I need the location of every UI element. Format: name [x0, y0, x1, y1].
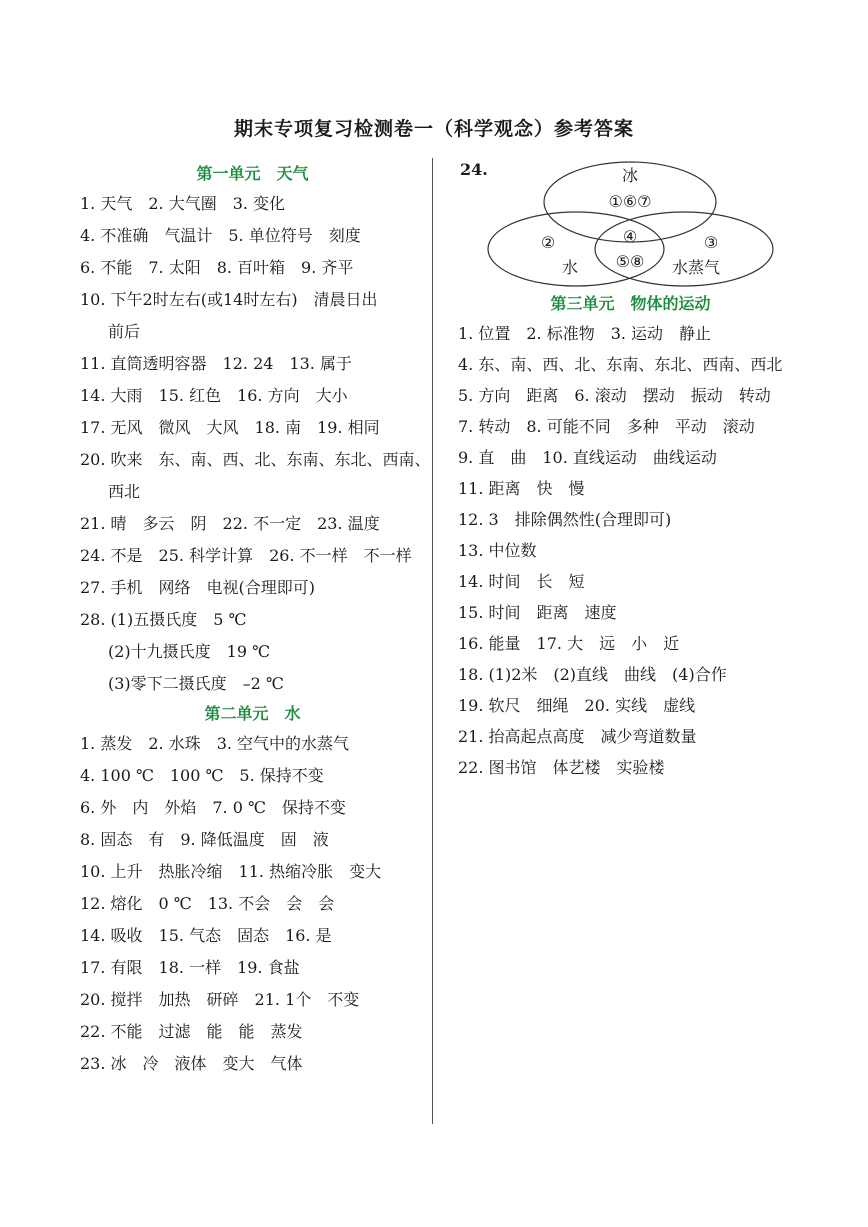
question-24-label: 24. — [460, 160, 488, 179]
answer-line: 18. (1)2米 (2)直线 曲线 (4)合作 — [458, 665, 727, 684]
answer-line: 5. 方向 距离 6. 滚动 摆动 振动 转动 — [458, 386, 771, 405]
answer-line: 27. 手机 网络 电视(合理即可) — [80, 578, 316, 597]
unit3-title: 第三单元 物体的运动 — [550, 294, 711, 313]
answer-line: 11. 距离 快 慢 — [458, 479, 585, 498]
water-vapor-items: ⑤⑧ — [615, 252, 645, 271]
answer-line: 1. 蒸发 2. 水珠 3. 空气中的水蒸气 — [80, 734, 350, 753]
answer-line: 8. 固态 有 9. 降低温度 固 液 — [80, 830, 329, 849]
answer-line: 17. 有限 18. 一样 19. 食盐 — [80, 958, 300, 977]
ice-items: ①⑥⑦ — [608, 192, 652, 211]
answer-line: 4. 不准确 气温计 5. 单位符号 刻度 — [80, 226, 361, 245]
answer-line: 22. 不能 过滤 能 能 蒸发 — [80, 1022, 303, 1041]
answer-line: 20. 吹来 东、南、西、北、东南、东北、西南、 — [80, 450, 431, 469]
venn-diagram — [458, 160, 778, 290]
answer-line: 前后 — [108, 322, 141, 341]
venn-svg — [458, 160, 778, 290]
answer-line: 13. 中位数 — [458, 541, 537, 560]
answer-line: 6. 不能 7. 太阳 8. 百叶箱 9. 齐平 — [80, 258, 354, 277]
water-items: ② — [540, 233, 556, 252]
answer-line: 4. 100 ℃ 100 ℃ 5. 保持不变 — [80, 766, 324, 785]
answer-line: 西北 — [108, 482, 141, 501]
answer-line: 14. 大雨 15. 红色 16. 方向 大小 — [80, 386, 348, 405]
unit2-title: 第二单元 水 — [204, 704, 301, 723]
answer-line: 23. 冰 冷 液体 变大 气体 — [80, 1054, 303, 1073]
answer-line: (3)零下二摄氏度 –2 ℃ — [108, 674, 284, 693]
answer-line: 1. 位置 2. 标准物 3. 运动 静止 — [458, 324, 712, 343]
answer-line: 12. 3 排除偶然性(合理即可) — [458, 510, 672, 529]
answer-line: 22. 图书馆 体艺楼 实验楼 — [458, 758, 665, 777]
answer-line: 10. 上升 热胀冷缩 11. 热缩冷胀 变大 — [80, 862, 382, 881]
answer-line: 28. (1)五摄氏度 5 ℃ — [80, 610, 247, 629]
answer-line: 6. 外 内 外焰 7. 0 ℃ 保持不变 — [80, 798, 346, 817]
answer-line: 21. 晴 多云 阴 22. 不一定 23. 温度 — [80, 514, 380, 533]
water-label: 水 — [561, 258, 579, 277]
ice-label: 冰 — [621, 166, 639, 185]
answer-line: 10. 下午2时左右(或14时左右) 清晨日出 — [80, 290, 378, 309]
vapor-label: 水蒸气 — [671, 258, 721, 277]
center-items: ④ — [622, 227, 638, 246]
answer-line: 11. 直筒透明容器 12. 24 13. 属于 — [80, 354, 352, 373]
answer-line: 15. 时间 距离 速度 — [458, 603, 617, 622]
answer-line: 4. 东、南、西、北、东南、东北、西南、西北 — [458, 355, 783, 374]
answer-line: 19. 软尺 细绳 20. 实线 虚线 — [458, 696, 696, 715]
answer-line: (2)十九摄氏度 19 ℃ — [108, 642, 271, 661]
answer-line: 17. 无风 微风 大风 18. 南 19. 相同 — [80, 418, 380, 437]
right-column — [458, 160, 803, 783]
answer-line: 14. 吸收 15. 气态 固态 16. 是 — [80, 926, 332, 945]
answer-line: 14. 时间 长 短 — [458, 572, 585, 591]
answer-line: 9. 直 曲 10. 直线运动 曲线运动 — [458, 448, 717, 467]
answer-line: 1. 天气 2. 大气圈 3. 变化 — [80, 194, 286, 213]
answer-line: 16. 能量 17. 大 远 小 近 — [458, 634, 680, 653]
answer-line: 21. 抬高起点高度 减少弯道数量 — [458, 727, 697, 746]
answer-line: 24. 不是 25. 科学计算 26. 不一样 不一样 — [80, 546, 412, 565]
answer-line: 20. 搅拌 加热 研碎 21. 1个 不变 — [80, 990, 360, 1009]
page-title: 期末专项复习检测卷一（科学观念）参考答案 — [233, 118, 634, 140]
left-column — [80, 160, 431, 1080]
answer-line: 7. 转动 8. 可能不同 多种 平动 滚动 — [458, 417, 755, 436]
unit1-title: 第一单元 天气 — [196, 164, 309, 183]
answer-line: 12. 熔化 0 ℃ 13. 不会 会 会 — [80, 894, 335, 913]
vapor-items: ③ — [703, 233, 719, 252]
column-divider — [432, 158, 433, 1124]
